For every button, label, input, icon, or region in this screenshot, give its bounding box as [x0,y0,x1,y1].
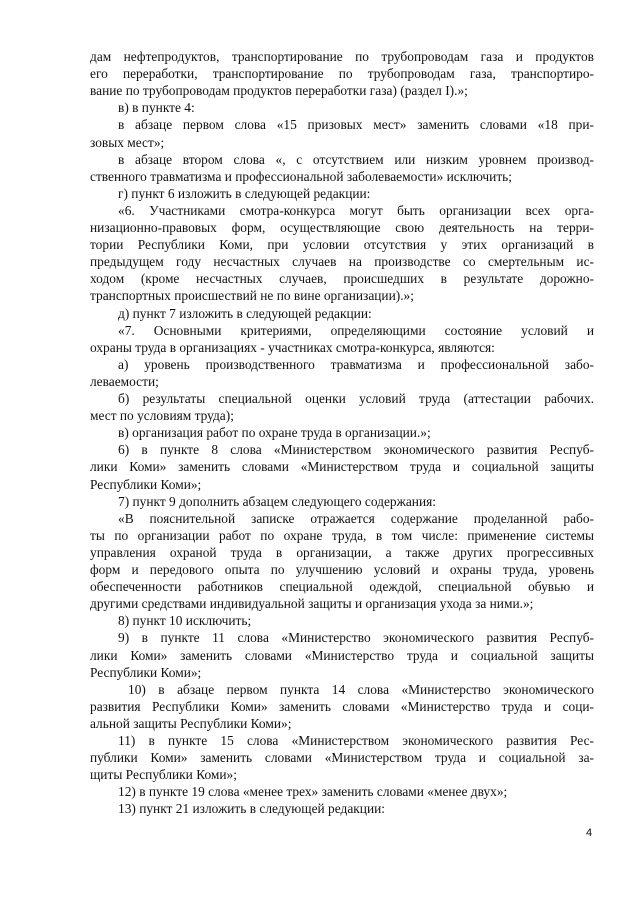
text-line: Республики Коми»; [90,664,202,680]
text-line: в абзаце втором слова «, с отсутствием или низким уровнем производ- [118,151,594,167]
text-line: в абзаце первом слова «15 призовых мест» заменить словами «18 при- [118,117,594,133]
text-line: «6. Участниками смотра-конкурса могут быть организации всех орга- [118,202,594,218]
text-line: вание по трубопроводам продуктов переработки газа) (раздел I).»; [90,83,468,99]
page-number: 4 [586,827,593,839]
text-line: в) организация работ по охране труда в организации.»; [118,425,431,441]
text-line: щиты Республики Коми»; [90,767,237,783]
text-line: «7. Основными критериями, определяющими состояние условий и [118,322,594,338]
text-line: 10) в абзаце первом пункта 14 слова «Министерство экономического [128,681,594,697]
text-line: обеспеченности работников специальной одеждой, специальной обувью и [90,579,594,595]
text-line: публики Коми» заменить словами «Министерством труда и социальной за- [90,750,594,766]
text-line: а) уровень производственного травматизма и профессиональной забо- [118,356,594,372]
text-line: 13) пункт 21 изложить в следующей редакции: [118,801,386,817]
text-line: г) пункт 6 изложить в следующей редакции: [118,185,371,201]
text-line: в) в пункте 4: [118,100,195,116]
text-line: альной защиты Республики Коми»; [90,715,292,731]
text-line: 8) пункт 10 исключить; [118,613,252,629]
text-line: лики Коми» заменить словами «Министерство труда и социальной защиты [90,647,594,663]
text-line: Республики Коми»; [90,476,202,492]
text-line: ты по организации работ по охране труда, в том числе: применение системы [90,527,594,543]
text-line: лики Коми» заменить словами «Министерством труда и социальной защиты [90,459,594,475]
text-line: охраны труда в организациях - участниках смотра-конкурса, являются: [90,339,495,355]
text-line: 12) в пункте 19 слова «менее трех» заменить словами «менее двух»; [118,784,508,800]
text-line: ходом (кроме несчастных случаев, происшедших в результате дорожно- [90,271,594,287]
text-line: другими средствами индивидуальной защиты и организация ухода за ними.»; [90,596,534,612]
text-line: б) результаты специальной оценки условий труда (аттестации рабочих. [118,391,594,406]
text-line: д) пункт 7 изложить в следующей редакции: [118,305,372,321]
text-line: управления охраной труда в организации, а также других прогрессивных [90,544,594,560]
text-line: форм и передового опыта по улучшению условий и охраны труда, уровень [90,562,594,577]
text-line: тории Республики Коми, при условии отсутствия у этих организаций в [90,237,594,253]
text-line: 6) в пункте 8 слова «Министерством экономического развития Респуб- [118,442,594,458]
text-line: развития Республики Коми» заменить словами «Министерство труда и соци- [90,698,594,714]
text-line: предыдущем году несчастных случаев на производстве со смертельным ис- [90,254,594,270]
text-line: 9) в пункте 11 слова «Министерство экономического развития Респуб- [118,630,594,646]
text-line: низационно-правовых форм, осуществляющие свою деятельность на терри- [90,220,594,235]
text-line: мест по условиям труда); [90,408,234,424]
text-line: транспортных происшествий не по вине организации).»; [90,288,414,304]
text-line: 7) пункт 9 дополнить абзацем следующего содержания: [118,493,437,509]
text-line: «В пояснительной записке отражается содержание проделанной рабо- [118,510,594,526]
text-line: дам нефтепродуктов, транспортирование по трубопроводам газа и продуктов [90,49,594,64]
text-line: ственного травматизма и профессиональной заболеваемости» исключить; [90,168,512,184]
text-line: его переработки, транспортирование по трубопроводам газа, транспортиро- [90,66,594,82]
text-line: 11) в пункте 15 слова «Министерством экономического развития Рес- [118,733,594,748]
text-line: леваемости; [90,373,159,389]
text-line: зовых мест»; [90,134,165,150]
